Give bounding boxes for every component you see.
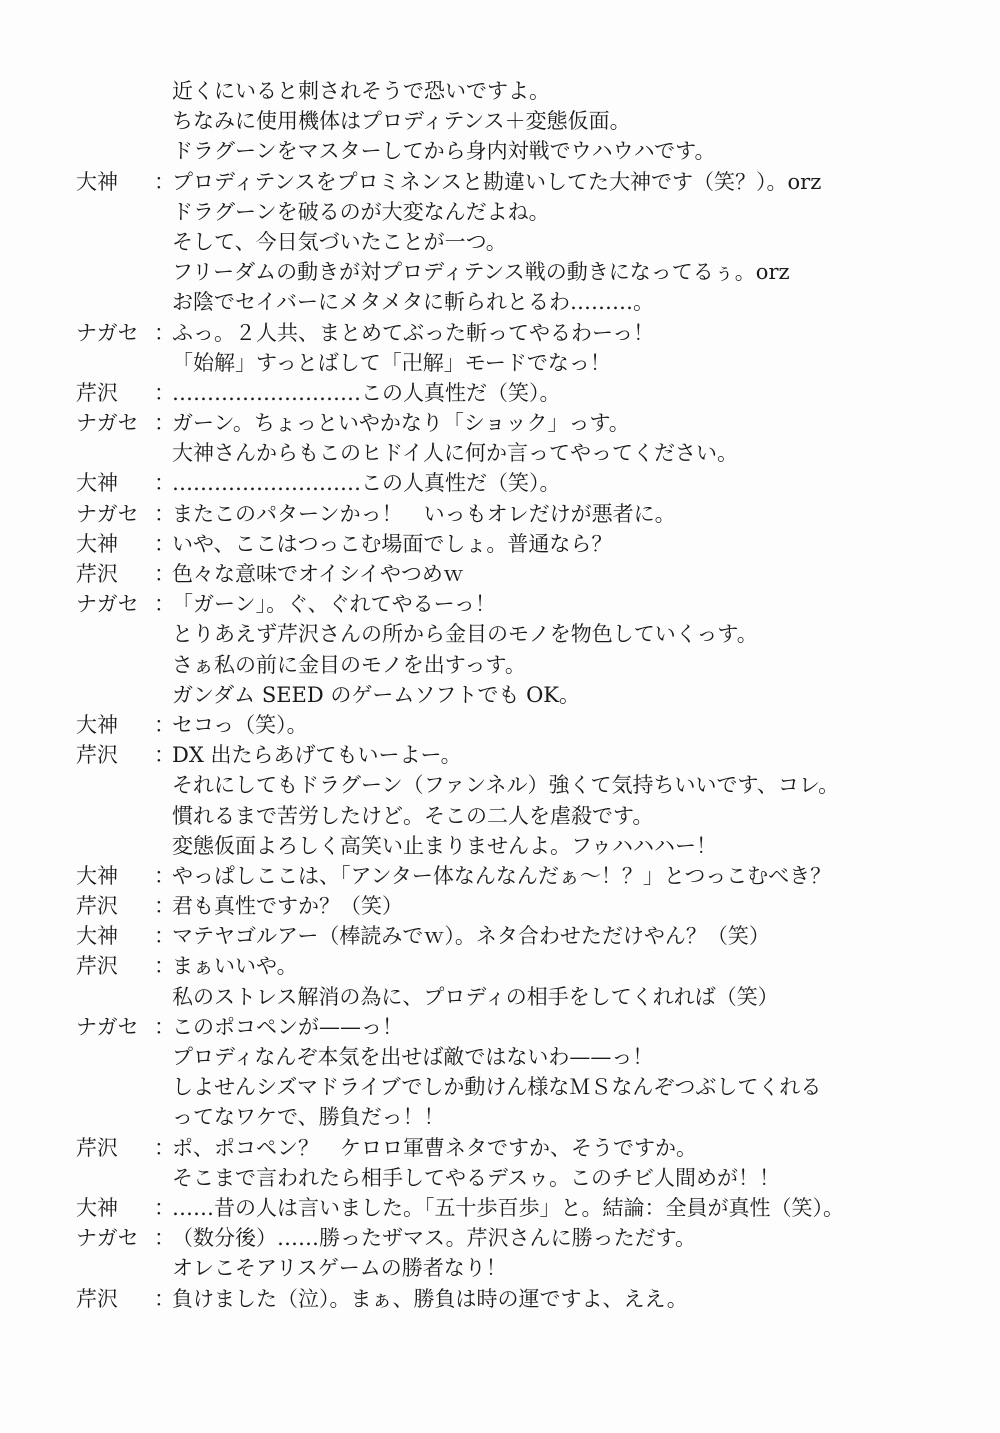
dialogue-line [76, 227, 956, 257]
dialogue-text: フリーダムの動きが対プロディテンス戦の動きになってるぅ。orz [172, 260, 790, 285]
speaker-name: 芹沢 [76, 562, 118, 586]
speaker-separator: ： [154, 411, 175, 436]
dialogue-line [76, 408, 956, 438]
dialogue-line [76, 1163, 956, 1193]
dialogue-text: オレこそアリスゲームの勝者なり！ [172, 1256, 507, 1281]
speaker-name: ナガセ [76, 501, 139, 526]
dialogue-text: ガンダム SEED のゲームソフトでも OK。 [172, 682, 580, 707]
dialogue-text: 色々な意味でオイシイやつめｗ [172, 562, 464, 586]
speaker-separator: ： [154, 531, 175, 556]
dialogue-line [76, 257, 956, 287]
dialogue-text: それにしてもドラグーン（ファンネル）強くて気持ちいいです、コレ。 [172, 773, 840, 798]
dialogue-text: 私のストレス解消の為に、プロディの相手をしてくれれば（笑） [172, 984, 779, 1009]
dialogue-text: さぁ私の前に金目のモノを出すっす。 [172, 652, 526, 677]
dialogue-line [76, 1193, 956, 1223]
dialogue-line [76, 1042, 956, 1072]
speaker-separator: ： [154, 954, 175, 979]
dialogue-text: プロディテンスをプロミネンスと勘違いしてた大神です（笑？）。orz [172, 169, 822, 194]
speaker-name: 大神 [76, 169, 118, 194]
dialogue-line [76, 650, 956, 680]
dialogue-line [76, 318, 956, 348]
dialogue-line [76, 559, 956, 589]
dialogue-text: いや、ここはつっこむ場面でしょ。普通なら？ [172, 531, 613, 556]
dialogue-text: ポ、ポコペン？ ケロロ軍曹ネタですか、そうですか。 [172, 1135, 697, 1160]
dialogue-line [76, 167, 956, 197]
dialogue-line [76, 1012, 956, 1042]
dialogue-text: このポコペンが——っ！ [172, 1014, 403, 1039]
dialogue-line [76, 951, 956, 981]
dialogue-line [76, 1102, 956, 1132]
speaker-name: 芹沢 [76, 1135, 118, 1160]
dialogue-text: そして、今日気づいたことが一つ。 [172, 229, 507, 254]
dialogue-text: 大神さんからもこのヒドイ人に何か言ってやってください。 [172, 441, 738, 466]
dialogue-line [76, 740, 956, 770]
dialogue-text: 慣れるまで苦労したけど。そこの二人を虐殺です。 [172, 803, 654, 828]
dialogue-text: マテヤゴルアー（棒読みでｗ）。ネタ合わせただけやん？（笑） [172, 924, 770, 949]
dialogue-line [76, 891, 956, 921]
dialogue-text: 「ガーン」。ぐ、ぐれてやるーっ！ [172, 592, 496, 617]
dialogue-line [76, 1284, 956, 1314]
dialogue-line [76, 680, 956, 710]
speaker-separator: ： [154, 1014, 175, 1039]
speaker-separator: ： [154, 1135, 175, 1160]
dialogue-text: ……昔の人は言いました。「五十歩百歩」と。結論：全員が真性（笑）。 [172, 1195, 844, 1220]
dialogue-line [76, 619, 956, 649]
dialogue-text: ………………………この人真性だ（笑）。 [172, 471, 561, 496]
dialogue-line [76, 529, 956, 559]
speaker-name: 大神 [76, 531, 118, 556]
dialogue-line [76, 710, 956, 740]
dialogue-text: まぁいいや。 [172, 954, 298, 979]
speaker-name: 大神 [76, 1195, 118, 1220]
dialogue-text: セコっ（笑）。 [172, 712, 308, 737]
speaker-separator: ： [154, 924, 175, 949]
speaker-name: 芹沢 [76, 954, 118, 979]
dialogue-text: 近くにいると刺されそうで恐いですよ。 [172, 79, 550, 103]
speaker-separator: ： [154, 169, 175, 194]
dialogue-text: ってなワケで、勝負だっ！！ [172, 1105, 445, 1130]
dialogue-line [76, 76, 956, 106]
dialogue-text: 君も真性ですか？（笑） [172, 894, 403, 919]
dialogue-text: プロディなんぞ本気を出せば敵ではないわ——っ！ [172, 1045, 654, 1069]
dialogue-text: ドラグーンをマスターしてから身内対戦でウハウハです。 [172, 139, 716, 164]
dialogue-line [76, 197, 956, 227]
dialogue-transcript [76, 76, 956, 1314]
dialogue-text: お陰でセイバーにメタメタに斬られとるわ………。 [172, 290, 654, 315]
dialogue-line [76, 468, 956, 498]
dialogue-line [76, 831, 956, 861]
speaker-name: ナガセ [76, 592, 139, 617]
speaker-separator: ： [154, 1226, 175, 1251]
dialogue-text: ちなみに使用機体はプロディテンス＋変態仮面。 [172, 109, 631, 134]
dialogue-line [76, 287, 956, 317]
dialogue-text: やっぱしここは、「アンター体なんなんだぁ〜！？」とつっこむべき？ [172, 863, 832, 888]
dialogue-line [76, 770, 956, 800]
dialogue-text: とりあえず芹沢さんの所から金目のモノを物色していくっす。 [172, 622, 758, 647]
dialogue-line [76, 499, 956, 529]
dialogue-text: またこのパターンかっ！ いっもオレだけが悪者に。 [172, 501, 676, 526]
dialogue-text: 負けました（泣）。まぁ、勝負は時の運ですよ、ええ。 [172, 1286, 688, 1311]
speaker-separator: ： [154, 863, 175, 888]
dialogue-line [76, 1072, 956, 1102]
speaker-name: 大神 [76, 471, 118, 496]
dialogue-line [76, 921, 956, 951]
speaker-separator: ： [154, 320, 175, 345]
speaker-separator: ： [154, 380, 175, 405]
speaker-name: ナガセ [76, 320, 139, 345]
speaker-name: 芹沢 [76, 1286, 118, 1311]
dialogue-line [76, 106, 956, 136]
dialogue-text: しよせんシズマドライブでしか動けん様なＭＳなんぞつぶしてくれる [172, 1075, 822, 1100]
dialogue-text: ………………………この人真性だ（笑）。 [172, 380, 561, 405]
dialogue-line [76, 378, 956, 408]
speaker-name: 芹沢 [76, 743, 118, 768]
speaker-separator: ： [154, 501, 175, 526]
speaker-separator: ： [154, 712, 175, 737]
dialogue-text: 変態仮面よろしく高笑い止まりませんよ。フゥハハハー！ [172, 833, 717, 858]
dialogue-line [76, 861, 956, 891]
speaker-name: 大神 [76, 863, 118, 888]
dialogue-text: 「始解」すっとばして「卍解」モードでなっ！ [172, 350, 611, 375]
dialogue-text: そこまで言われたら相手してやるデスゥ。このチビ人間めが！！ [172, 1165, 780, 1190]
speaker-name: 大神 [76, 924, 118, 949]
dialogue-line [76, 1133, 956, 1163]
dialogue-text: ガーン。ちょっといやかなり「ショック」っす。 [172, 411, 630, 436]
dialogue-line [76, 982, 956, 1012]
dialogue-line [76, 136, 956, 166]
dialogue-line [76, 589, 956, 619]
dialogue-line [76, 438, 956, 468]
speaker-name: 芹沢 [76, 894, 118, 919]
speaker-separator: ： [154, 562, 175, 586]
dialogue-text: ふっ。２人共、まとめてぶった斬ってやるわーっ！ [172, 320, 655, 345]
speaker-name: ナガセ [76, 411, 139, 436]
dialogue-text: ドラグーンを破るのが大変なんだよね。 [172, 199, 550, 224]
speaker-separator: ： [154, 592, 175, 617]
dialogue-line [76, 801, 956, 831]
dialogue-line [76, 1253, 956, 1283]
speaker-name: ナガセ [76, 1014, 139, 1039]
dialogue-line [76, 348, 956, 378]
dialogue-text: DX 出たらあげてもいーよー。 [172, 743, 462, 768]
speaker-separator: ： [154, 1195, 175, 1220]
speaker-separator: ： [154, 743, 175, 768]
speaker-name: 大神 [76, 712, 118, 737]
speaker-name: 芹沢 [76, 380, 118, 405]
speaker-name: ナガセ [76, 1226, 139, 1251]
speaker-separator: ： [154, 471, 175, 496]
speaker-separator: ： [154, 1286, 175, 1311]
dialogue-text: （数分後）……勝ったザマス。芹沢さんに勝っただす。 [172, 1226, 696, 1251]
dialogue-line [76, 1223, 956, 1253]
speaker-separator: ： [154, 894, 175, 919]
